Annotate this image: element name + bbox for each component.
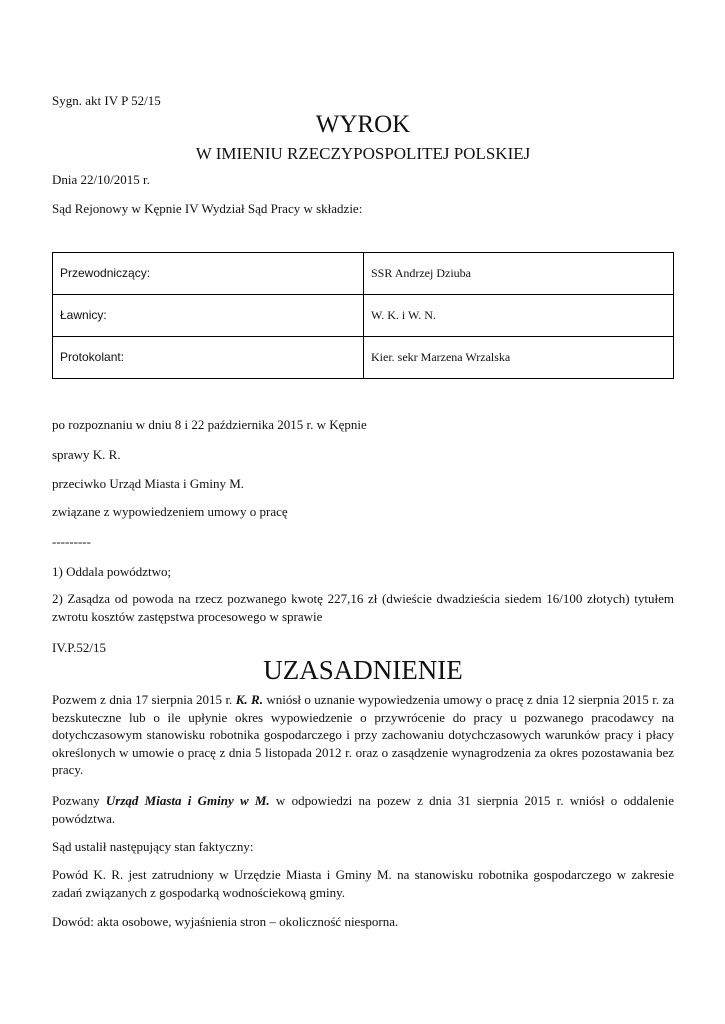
table-row — [53, 253, 674, 295]
panel-role: Przewodniczący: — [53, 253, 364, 295]
plaintiff-name: K. R. — [235, 692, 263, 707]
case-reference-footer: IV.P.52/15 — [52, 640, 106, 655]
justification-paragraph — [52, 792, 674, 827]
judgment-date: Dnia 22/10/2015 r. — [52, 172, 150, 187]
justification-paragraph: Sąd ustalił następujący stan faktyczny: — [52, 839, 254, 854]
panel-role: Ławnicy: — [53, 295, 364, 337]
panel-person: SSR Andrzej Dziuba — [364, 253, 674, 295]
document-title: WYROK — [315, 111, 411, 138]
panel-person: Kier. sekr Marzena Wrzalska — [364, 337, 674, 379]
defendant-name: Urząd Miasta i Gminy w M. — [105, 793, 270, 808]
panel-role: Protokolant: — [53, 337, 364, 379]
paragraph-text: Pozwany — [52, 793, 106, 808]
court-composition-intro: Sąd Rejonowy w Kępnie IV Wydział Sąd Pracy w składzie: — [52, 201, 363, 216]
paragraph-text: wniósł o uznanie wypowiedzenia umowy o pracę z dnia 12 sierpnia 2015 r. za bezskuteczne lub o ile upłynie okres wypowiedzenie o przywrócenie do pracy u pozwanego pracodawcy na dotychczasowym stanowisku robotnika gospodarczego i przy zachowaniu dotychczasowych warunków pracy i płacy określonych w umowie o pracę z dnia 5 listopada 2012 r. oraz o zasądzenie wynagrodzenia za okres pozostawania bez pracy. — [52, 692, 674, 778]
panel-person: W. K. i W. N. — [364, 295, 674, 337]
court-panel-table — [52, 252, 674, 379]
separator: --------- — [52, 534, 91, 549]
justification-paragraph — [52, 691, 674, 779]
justification-paragraph: Powód K. R. jest zatrudniony w Urzędzie Miasta i Gminy M. na stanowisku robotnika gospodarczego w zakresie zadań związanych z gospodarką wodnościekową gminy. — [52, 867, 674, 900]
evidence-note: Dowód: akta osobowe, wyjaśnienia stron – okoliczność niesporna. — [52, 914, 399, 929]
justification-heading: UZASADNIENIE — [263, 655, 463, 685]
case-reference: Sygn. akt IV P 52/15 — [52, 93, 161, 108]
case-subject: związane z wypowiedzeniem umowy o pracę — [52, 504, 288, 519]
hearing-info: po rozpoznaniu w dniu 8 i 22 października 2015 r. w Kępnie — [52, 417, 367, 432]
paragraph-text: w odpowiedzi na pozew z dnia 31 sierpnia 2015 r. wniósł o oddalenie powództwa. — [52, 793, 674, 826]
table-row — [53, 295, 674, 337]
paragraph-text: Pozwem z dnia 17 sierpnia 2015 r. — [52, 692, 236, 707]
document-subtitle: W IMIENIU RZECZYPOSPOLITEJ POLSKIEJ — [195, 144, 531, 163]
case-of: sprawy K. R. — [52, 447, 121, 462]
case-against: przeciwko Urząd Miasta i Gminy M. — [52, 476, 245, 491]
table-row — [53, 337, 674, 379]
ruling-item-1: 1) Oddala powództwo; — [52, 564, 172, 579]
ruling-item-2: 2) Zasądza od powoda na rzecz pozwanego kwotę 227,16 zł (dwieście dwadzieścia siedem 16/100 złotych) tytułem zwrotu kosztów zastępstwa procesowego w sprawie — [52, 591, 674, 624]
